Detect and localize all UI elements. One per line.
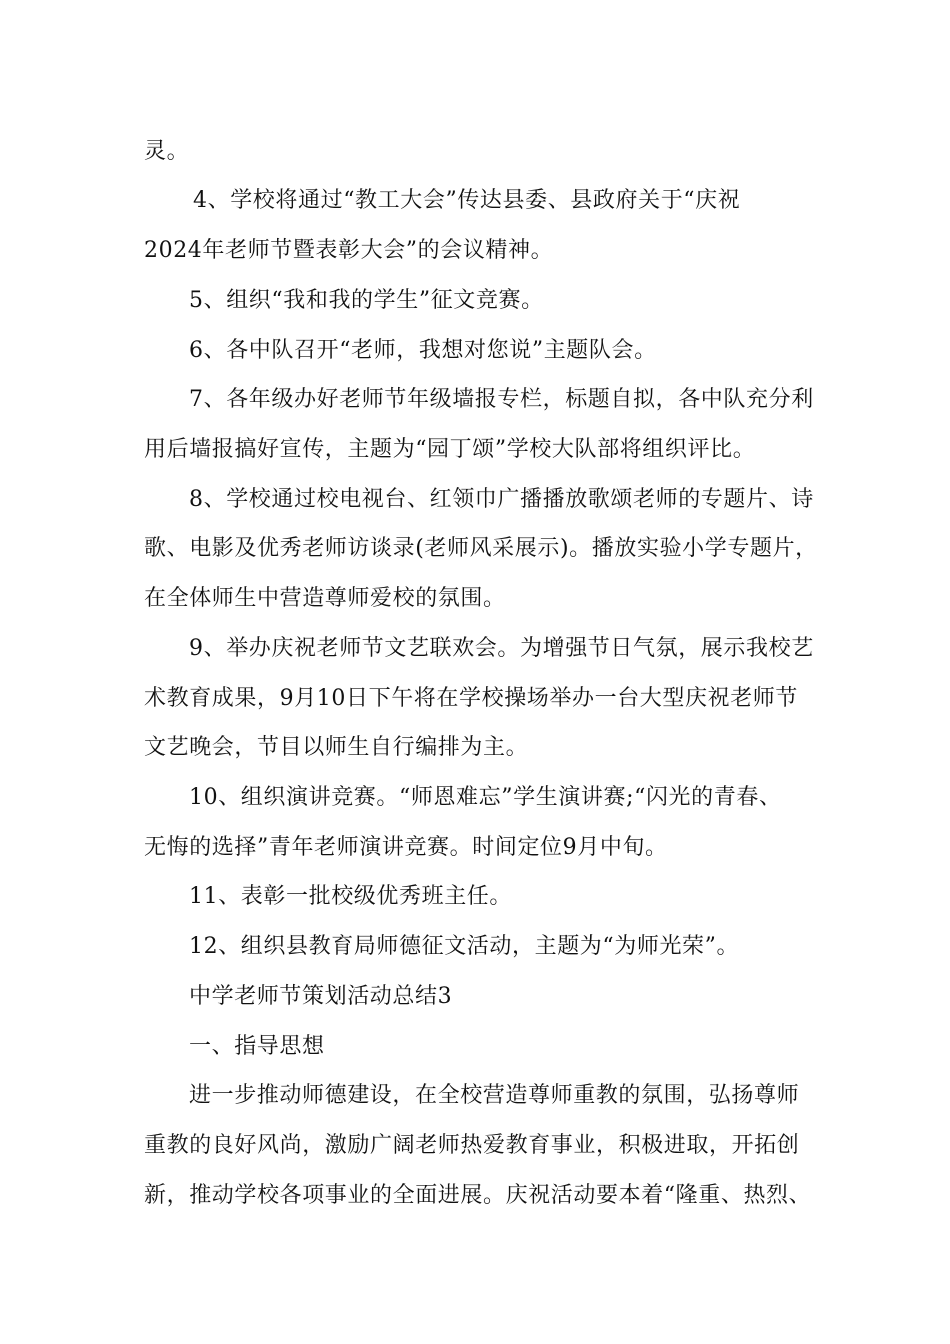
text-line: 6、各中队召开“老师，我想对您说”主题队会。 (189, 338, 657, 363)
section-heading: 中学老师节策划活动总结3 (189, 984, 453, 1009)
text-line: 文艺晚会，节目以师生自行编排为主。 (144, 735, 529, 760)
text-line: 新，推动学校各项事业的全面进展。庆祝活动要本着“隆重、热烈、 (144, 1183, 812, 1208)
text-line: 重教的良好风尚，激励广阔老师热爱教育事业，积极进取，开拓创 (144, 1133, 800, 1158)
text-line: 用后墙报搞好宣传，主题为“园丁颂”学校大队部将组织评比。 (144, 437, 756, 462)
text-line: 灵。 (144, 139, 190, 164)
text-line: 4、学校将通过“教工大会”传达县委、县政府关于“庆祝 (193, 188, 741, 213)
text-line: 10、组织演讲竞赛。“师恩难忘”学生演讲赛;“闪光的青春、 (189, 785, 782, 810)
text-line: 8、学校通过校电视台、红领巾广播播放歌颂老师的专题片、诗 (189, 487, 814, 512)
text-line: 进一步推动师德建设，在全校营造尊师重教的氛围，弘扬尊师 (189, 1083, 800, 1108)
text-line: 在全体师生中营造尊师爱校的氛围。 (144, 586, 506, 611)
text-line: 无悔的选择”青年老师演讲竞赛。时间定位9月中旬。 (144, 835, 668, 860)
section-heading: 一、指导思想 (189, 1034, 325, 1059)
text-line: 歌、电影及优秀老师访谈录(老师风采展示)。播放实验小学专题片， (144, 536, 818, 561)
text-line: 2024年老师节暨表彰大会”的会议精神。 (144, 238, 554, 263)
text-line: 5、组织“我和我的学生”征文竞赛。 (189, 288, 544, 313)
text-line: 术教育成果，9月10日下午将在学校操场举办一台大型庆祝老师节 (144, 686, 798, 711)
text-line: 9、举办庆祝老师节文艺联欢会。为增强节日气氛，展示我校艺 (189, 636, 814, 661)
text-line: 11、表彰一批校级优秀班主任。 (189, 884, 512, 909)
text-line: 12、组织县教育局师德征文活动，主题为“为师光荣”。 (189, 934, 740, 959)
text-line: 7、各年级办好老师节年级墙报专栏，标题自拟，各中队充分利 (189, 387, 814, 412)
